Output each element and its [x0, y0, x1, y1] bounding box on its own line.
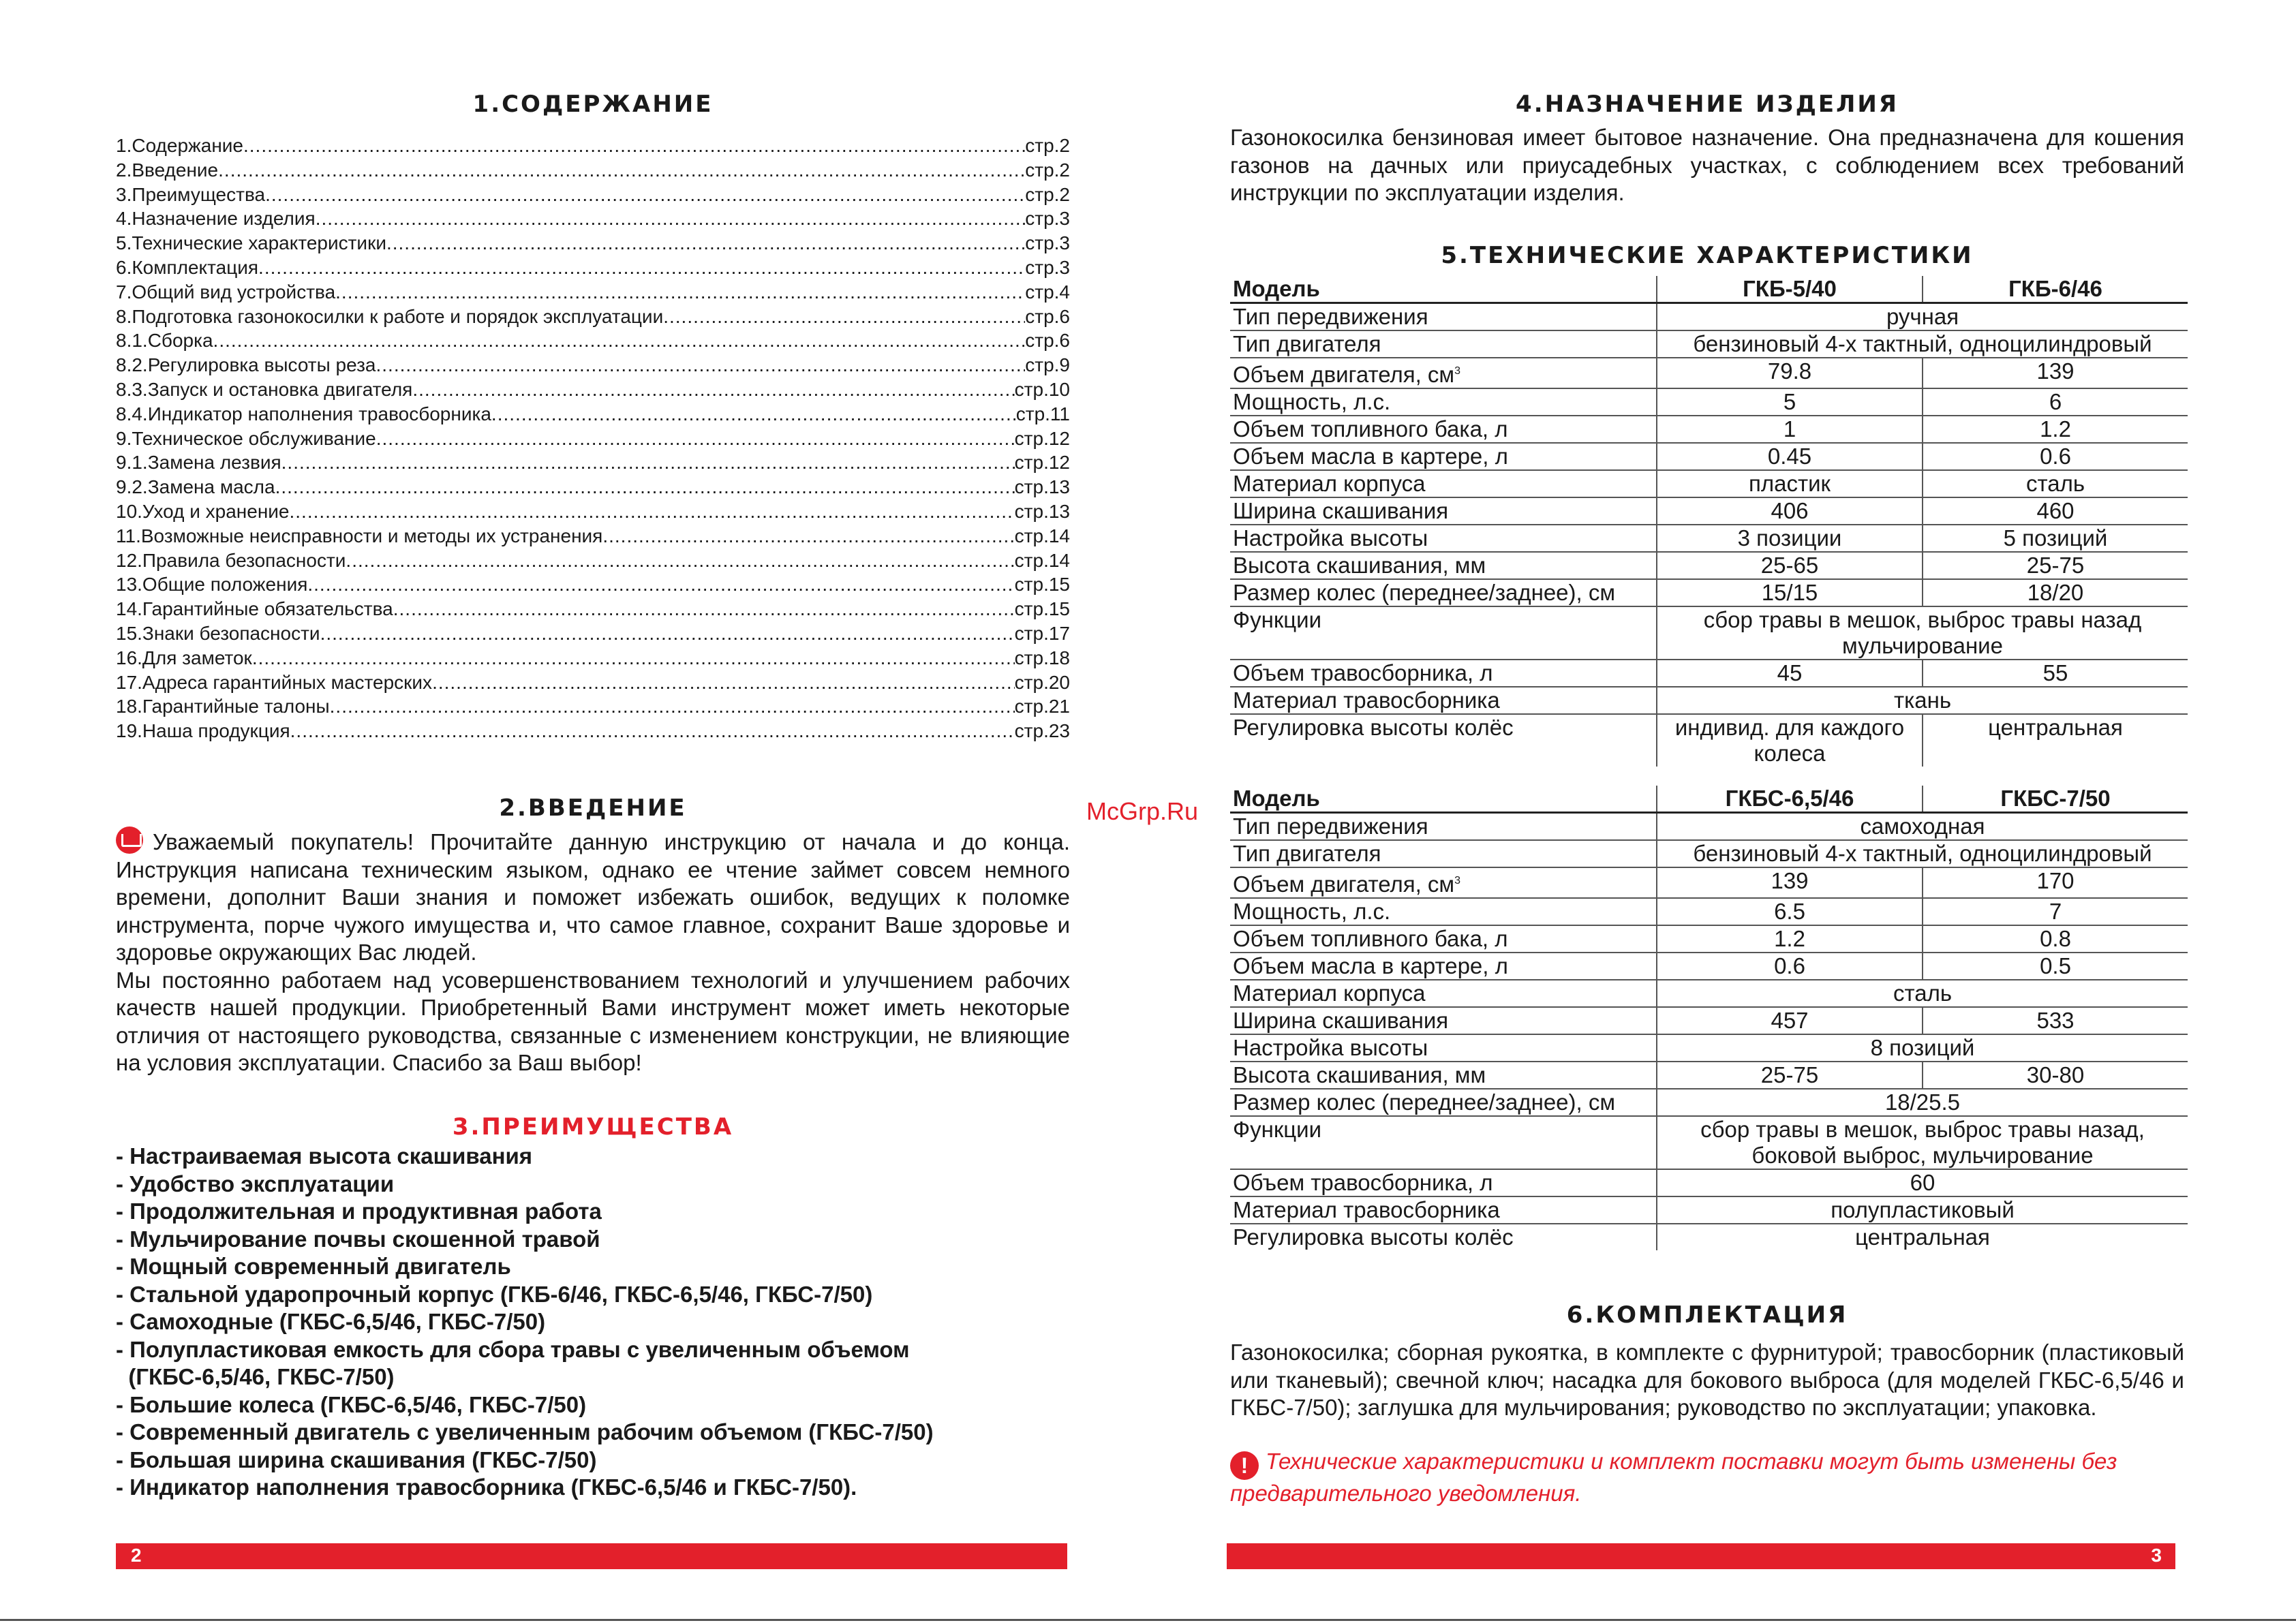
toc-leader-dots	[265, 183, 1025, 207]
param-name	[1230, 953, 1657, 980]
param-name-text: Ширина скашивания	[1233, 498, 1449, 523]
toc-item-page: стр.3	[1025, 208, 1070, 230]
param-name-text: Высота скашивания, мм	[1233, 1062, 1486, 1087]
toc-leader-dots	[218, 158, 1025, 183]
toc-item	[116, 548, 1070, 573]
toc-item-page: стр.21	[1014, 696, 1070, 717]
param-value: 0.6	[1657, 953, 1923, 980]
table-row	[1230, 898, 2188, 925]
toc-item	[116, 475, 1070, 499]
param-value: 25-65	[1657, 552, 1923, 579]
table-row	[1230, 470, 2188, 497]
toc-item	[116, 499, 1070, 524]
advantage-item: - Стальной ударопрочный корпус (ГКБ-6/46, ГКБС-6,5/46, ГКБС-7/50)	[116, 1281, 873, 1307]
param-name	[1230, 1062, 1657, 1089]
param-name-text: Регулировка высоты колёс	[1233, 715, 1514, 740]
toc-leader-dots	[602, 524, 1014, 548]
advantage-item: (ГКБС-6,5/46, ГКБС-7/50)	[116, 1364, 395, 1389]
page-number: 2	[131, 1545, 142, 1566]
footer-bar-left	[116, 1543, 1067, 1569]
param-value: 55	[1923, 660, 2188, 687]
toc-item-page: стр.13	[1014, 476, 1070, 498]
purpose-title: 4.НАЗНАЧЕНИЕ ИЗДЕЛИЯ	[1516, 91, 1899, 118]
toc-item-label: 15.Знаки безопасности	[116, 622, 320, 644]
table-row	[1230, 1169, 2188, 1196]
toc-leader-dots	[330, 694, 1015, 719]
table-header-row	[1230, 786, 2188, 813]
table-row	[1230, 416, 2188, 443]
toc-item-label: 8.Подготовка газонокосилки к работе и порядок эксплуатации	[116, 305, 664, 327]
param-name-text: Объем топливного бака, л	[1233, 416, 1508, 442]
header-model: ГКБ-5/40	[1657, 276, 1923, 303]
toc-item-page: стр.4	[1025, 281, 1070, 303]
param-name	[1230, 497, 1657, 525]
param-name	[1230, 606, 1657, 660]
table-row	[1230, 925, 2188, 953]
table-row	[1230, 303, 2188, 331]
param-name	[1230, 303, 1657, 331]
param-name	[1230, 980, 1657, 1007]
param-name	[1230, 388, 1657, 416]
toc-leader-dots	[376, 353, 1025, 377]
table-row	[1230, 980, 2188, 1007]
toc-item	[116, 524, 1070, 548]
table-row	[1230, 840, 2188, 867]
param-value: 1	[1657, 416, 1923, 443]
param-name-text: Объем травосборника, л	[1233, 1170, 1493, 1195]
toc-leader-dots	[393, 597, 1015, 621]
advantages-list	[116, 1143, 1070, 1502]
toc-leader-dots	[252, 646, 1015, 670]
param-name	[1230, 1169, 1657, 1196]
toc-leader-dots	[335, 280, 1025, 305]
toc-item-label: 11.Возможные неисправности и методы их устранения	[116, 525, 603, 546]
toc-leader-dots	[412, 377, 1014, 402]
table-row	[1230, 1007, 2188, 1034]
toc-item-page: стр.3	[1025, 256, 1070, 278]
param-name-text: Объем топливного бака, л	[1233, 926, 1508, 951]
param-value: 406	[1657, 497, 1923, 525]
table-header-row	[1230, 276, 2188, 303]
param-value: 0.6	[1923, 443, 2188, 470]
param-name-text: Функции	[1233, 1117, 1322, 1142]
book-icon	[116, 826, 143, 854]
superscript: 3	[1454, 365, 1461, 377]
param-value: 6	[1923, 388, 2188, 416]
param-value-shared: сбор травы в мешок, выброс травы назад, боковой выброс, мульчирование	[1657, 1116, 2188, 1169]
toc-item-label: 5.Технические характеристики	[116, 232, 386, 254]
advantage-item: - Продолжительная и продуктивная работа	[116, 1199, 602, 1224]
toc-item-label: 19.Наша продукция	[116, 720, 290, 742]
header-label: Модель	[1230, 276, 1657, 303]
param-name	[1230, 443, 1657, 470]
kit-text: Газонокосилка; сборная рукоятка, в комплекте с фурнитурой; травосборник (пластиковый или тканевый); свечной ключ; насадка для бокового выброса (для моделей ГКБС-6,5/46 и ГКБС-7/50); заглушка для мульчирования; руководство по эксплуатации; упаковка.	[1230, 1340, 2184, 1420]
param-name-text: Объем травосборника, л	[1233, 660, 1493, 685]
param-name-text: Мощность, л.с.	[1233, 389, 1391, 414]
toc-item	[116, 328, 1070, 353]
purpose-text: Газонокосилка бензиновая имеет бытовое назначение. Она предназначена для кошения газонов на дачных или приусадебных участках, с соблюдением всех требований инструкции по эксплуатации изделия.	[1230, 125, 2184, 205]
param-value-shared: бензиновый 4-х тактный, одноцилиндровый	[1657, 330, 2188, 358]
param-name	[1230, 1116, 1657, 1169]
toc-item-label: 8.1.Сборка	[116, 330, 213, 352]
toc-leader-dots	[320, 621, 1015, 646]
param-name	[1230, 840, 1657, 867]
param-value-shared: 18/25.5	[1657, 1089, 2188, 1116]
param-value-shared: центральная	[1657, 1224, 2188, 1250]
advantages-title: 3.ПРЕИМУЩЕСТВА	[452, 1113, 734, 1141]
table-row	[1230, 606, 2188, 660]
param-name	[1230, 898, 1657, 925]
param-name-text: Регулировка высоты колёс	[1233, 1224, 1514, 1250]
toc-leader-dots	[376, 427, 1015, 451]
toc-item-page: стр.23	[1014, 720, 1070, 742]
spec-title: 5.ТЕХНИЧЕСКИЕ ХАРАКТЕРИСТИКИ	[1441, 242, 1974, 269]
advantage-item: - Удобство эксплуатации	[116, 1171, 395, 1196]
toc-item	[116, 158, 1070, 183]
toc-item-label: 13.Общие положения	[116, 574, 308, 596]
param-name	[1230, 525, 1657, 552]
advantage-item: - Индикатор наполнения травосборника (ГКБС-6,5/46 и ГКБС-7/50).	[116, 1474, 857, 1500]
param-name-text: Тип двигателя	[1233, 841, 1381, 866]
toc-item-page: стр.2	[1025, 183, 1070, 205]
table-row	[1230, 330, 2188, 358]
toc-item-label: 3.Преимущества	[116, 183, 266, 205]
param-value: 25-75	[1923, 552, 2188, 579]
toc-item-label: 9.Техническое обслуживание	[116, 427, 376, 449]
toc-item-label: 12.Правила безопасности	[116, 549, 346, 571]
toc-item	[116, 646, 1070, 670]
param-value-shared: 8 позиций	[1657, 1034, 2188, 1062]
param-value: 15/15	[1657, 579, 1923, 606]
right-page	[1227, 0, 2188, 1623]
toc-item-label: 6.Комплектация	[116, 256, 259, 278]
param-value: 79.8	[1657, 358, 1923, 388]
table-row	[1230, 552, 2188, 579]
toc-item	[116, 256, 1070, 280]
param-name-text: Функции	[1233, 607, 1322, 632]
table-row	[1230, 1196, 2188, 1224]
toc-item	[116, 670, 1070, 695]
advantage-item: - Большие колеса (ГКБС-6,5/46, ГКБС-7/50)	[116, 1391, 587, 1417]
toc-leader-dots	[386, 231, 1025, 256]
toc-leader-dots	[290, 499, 1015, 524]
footer-bar-right	[1227, 1543, 2175, 1569]
param-name-text: Настройка высоты	[1233, 1035, 1428, 1060]
param-value: 170	[1923, 867, 2188, 898]
toc-item-label: 9.1.Замена лезвия	[116, 452, 281, 474]
table-row	[1230, 497, 2188, 525]
toc-item-label: 16.Для заметок	[116, 647, 252, 668]
param-name-text: Материал корпуса	[1233, 980, 1426, 1006]
toc-item-page: стр.15	[1014, 598, 1070, 620]
toc-item-page: стр.6	[1025, 330, 1070, 352]
toc-item	[116, 719, 1070, 743]
param-name-text: Настройка высоты	[1233, 525, 1428, 551]
spec-table-2	[1230, 786, 2188, 1250]
table-row	[1230, 714, 2188, 767]
toc-leader-dots	[258, 256, 1025, 280]
toc-leader-dots	[316, 206, 1026, 231]
watermark: McGrp.Ru	[1086, 797, 1199, 825]
param-name-text: Материал травосборника	[1233, 1197, 1500, 1222]
param-value: центральная	[1923, 714, 2188, 767]
spec-table-1	[1230, 276, 2188, 767]
toc-item	[116, 377, 1070, 402]
toc-item-page: стр.2	[1025, 159, 1070, 181]
toc-item	[116, 694, 1070, 719]
param-name	[1230, 358, 1657, 388]
toc-leader-dots	[213, 328, 1026, 353]
toc-leader-dots	[432, 670, 1015, 695]
table-row	[1230, 525, 2188, 552]
bottom-border	[0, 1619, 2296, 1621]
table-row	[1230, 1034, 2188, 1062]
intro-paragraph-2: Мы постоянно работаем над усовершенствованием технологий и улучшением рабочих качеств нашей продукции. Приобретенный Вами инструмент может иметь некоторые отличия от настоящего руководства, связанные с изменением конструкции, не влияющие на условия эксплуатации. Спасибо за Ваш выбор!	[116, 967, 1070, 1075]
advantage-item: - Большая ширина скашивания (ГКБС-7/50)	[116, 1447, 597, 1472]
param-name-text: Тип передвижения	[1233, 304, 1428, 329]
table-row	[1230, 443, 2188, 470]
param-value: 533	[1923, 1007, 2188, 1034]
param-value: 457	[1657, 1007, 1923, 1034]
toc-item-page: стр.3	[1025, 232, 1070, 254]
toc-item	[116, 206, 1070, 231]
param-value: индивид. для каждого колеса	[1657, 714, 1923, 767]
toc-item	[116, 183, 1070, 207]
param-name	[1230, 552, 1657, 579]
table-row	[1230, 813, 2188, 841]
param-value: пластик	[1657, 470, 1923, 497]
toc-item-page: стр.13	[1014, 500, 1070, 522]
toc-item-label: 2.Введение	[116, 159, 219, 181]
table-row	[1230, 579, 2188, 606]
toc-item-label: 8.4.Индикатор наполнения травосборника	[116, 403, 491, 424]
toc-item	[116, 450, 1070, 475]
advantage-item: - Мощный современный двигатель	[116, 1254, 511, 1279]
param-value-shared: сбор травы в мешок, выброс травы назад мульчирование	[1657, 606, 2188, 660]
toc-item-label: 4.Назначение изделия	[116, 208, 316, 230]
param-value: 25-75	[1657, 1062, 1923, 1089]
param-value: 0.45	[1657, 443, 1923, 470]
param-name	[1230, 1224, 1657, 1250]
header-label: Модель	[1230, 786, 1657, 813]
param-name-text: Высота скашивания, мм	[1233, 553, 1486, 578]
param-name-text: Объем двигателя, см	[1233, 871, 1455, 897]
advantage-item: - Современный двигатель с увеличенным рабочим объемом (ГКБС-7/50)	[116, 1419, 934, 1444]
param-value: сталь	[1923, 470, 2188, 497]
param-name	[1230, 1196, 1657, 1224]
param-name	[1230, 416, 1657, 443]
toc-item-page: стр.18	[1014, 647, 1070, 668]
change-note: ! Технические характеристики и комплект поставки могут быть изменены без предварительного уведомления.	[1230, 1449, 2117, 1506]
toc-leader-dots	[491, 402, 1016, 427]
toc-item-label: 17.Адреса гарантийных мастерских	[116, 671, 433, 693]
table-row	[1230, 358, 2188, 388]
param-name-text: Мощность, л.с.	[1233, 899, 1391, 924]
param-name	[1230, 330, 1657, 358]
toc-leader-dots	[663, 305, 1025, 329]
toc-item-page: стр.6	[1025, 305, 1070, 327]
param-value: 45	[1657, 660, 1923, 687]
param-name-text: Размер колес (переднее/заднее), см	[1233, 1089, 1616, 1115]
table-row	[1230, 867, 2188, 898]
toc-item-label: 1.Содержание	[116, 135, 243, 156]
param-value: 460	[1923, 497, 2188, 525]
param-name	[1230, 470, 1657, 497]
param-value: 30-80	[1923, 1062, 2188, 1089]
param-name-text: Объем двигателя, см	[1233, 362, 1455, 387]
advantage-item: - Мульчирование почвы скошенной травой	[116, 1226, 600, 1252]
toc-item-page: стр.14	[1014, 549, 1070, 571]
toc-item	[116, 402, 1070, 427]
kit-title: 6.КОМПЛЕКТАЦИЯ	[1566, 1301, 1848, 1329]
param-name	[1230, 1007, 1657, 1034]
toc-item-page: стр.12	[1014, 427, 1070, 449]
param-name	[1230, 687, 1657, 714]
toc-leader-dots	[281, 450, 1015, 475]
param-value-shared: самоходная	[1657, 813, 2188, 841]
toc-item	[116, 572, 1070, 597]
table-row	[1230, 1089, 2188, 1116]
toc-item-page: стр.20	[1014, 671, 1070, 693]
param-value: 1.2	[1657, 925, 1923, 953]
param-name-text: Ширина скашивания	[1233, 1008, 1449, 1033]
toc-item-label: 8.3.Запуск и остановка двигателя	[116, 378, 413, 400]
toc-title: 1.СОДЕРЖАНИЕ	[472, 91, 714, 118]
advantage-item: - Самоходные (ГКБС-6,5/46, ГКБС-7/50)	[116, 1309, 546, 1334]
param-name-text: Размер колес (переднее/заднее), см	[1233, 580, 1616, 605]
toc-item-page: стр.10	[1014, 378, 1070, 400]
param-value: 139	[1657, 867, 1923, 898]
param-value-shared: бензиновый 4-х тактный, одноцилиндровый	[1657, 840, 2188, 867]
param-name-text: Объем масла в картере, л	[1233, 444, 1508, 469]
param-value: 7	[1923, 898, 2188, 925]
param-name	[1230, 660, 1657, 687]
toc-leader-dots	[307, 572, 1014, 597]
toc-leader-dots	[243, 134, 1025, 158]
param-name-text: Материал корпуса	[1233, 471, 1426, 496]
toc-item	[116, 134, 1070, 158]
toc-item	[116, 305, 1070, 329]
intro-paragraph-1: Уважаемый покупатель! Прочитайте данную инструкцию от начала и до конца. Инструкция написана техническим языком, однако ее чтение займет совсем немного времени, дополнит Ваши знания и поможет избежать ошибок, ведущих к поломке инструмента, порче чужого имущества и, что самое главное, сохранит Ваше здоровье и здоровье окружающих Вас людей.	[116, 826, 1070, 967]
param-name	[1230, 1034, 1657, 1062]
table-row	[1230, 660, 2188, 687]
param-name	[1230, 579, 1657, 606]
toc-leader-dots	[346, 548, 1014, 573]
param-value: 1.2	[1923, 416, 2188, 443]
toc-item-label: 8.2.Регулировка высоты реза	[116, 354, 376, 376]
left-page	[116, 0, 1070, 1623]
table-row	[1230, 953, 2188, 980]
advantage-item: - Настраиваемая высота скашивания	[116, 1143, 533, 1169]
param-name-text: Тип двигателя	[1233, 331, 1381, 356]
table-row	[1230, 1116, 2188, 1169]
toc-item	[116, 597, 1070, 621]
param-value-shared: 60	[1657, 1169, 2188, 1196]
toc-item-page: стр.11	[1015, 403, 1070, 424]
toc-item-page: стр.15	[1014, 574, 1070, 596]
toc-item-label: 10.Уход и хранение	[116, 500, 290, 522]
param-value: 18/20	[1923, 579, 2188, 606]
param-value-shared: полупластиковый	[1657, 1196, 2188, 1224]
param-value: 0.5	[1923, 953, 2188, 980]
param-name-text: Тип передвижения	[1233, 814, 1428, 839]
toc-item-page: стр.2	[1025, 135, 1070, 156]
param-value: 139	[1923, 358, 2188, 388]
header-model: ГКБС-7/50	[1923, 786, 2188, 813]
toc-item-page: стр.9	[1025, 354, 1070, 376]
toc-item-label: 9.2.Замена масла	[116, 476, 275, 498]
param-name-text: Объем масла в картере, л	[1233, 953, 1508, 978]
toc-item-page: стр.14	[1014, 525, 1070, 546]
header-model: ГКБ-6/46	[1923, 276, 2188, 303]
toc-item-label: 14.Гарантийные обязательства	[116, 598, 393, 620]
table-row	[1230, 388, 2188, 416]
advantage-item: - Полупластиковая емкость для сбора травы с увеличенным объемом	[116, 1336, 910, 1362]
toc-item	[116, 427, 1070, 451]
toc-item-page: стр.12	[1014, 452, 1070, 474]
intro-section	[116, 826, 1070, 1077]
table-row	[1230, 1224, 2188, 1250]
toc-leader-dots	[290, 719, 1015, 743]
header-model: ГКБС-6,5/46	[1657, 786, 1923, 813]
toc-item	[116, 280, 1070, 305]
intro-title: 2.ВВЕДЕНИЕ	[499, 794, 687, 822]
table-row	[1230, 1062, 2188, 1089]
toc-item	[116, 353, 1070, 377]
param-name	[1230, 925, 1657, 953]
toc-item-label: 7.Общий вид устройства	[116, 281, 336, 303]
toc-item-label: 18.Гарантийные талоны	[116, 696, 330, 717]
param-name	[1230, 714, 1657, 767]
toc-leader-dots	[275, 475, 1015, 499]
param-value-shared: сталь	[1657, 980, 2188, 1007]
param-value: 0.8	[1923, 925, 2188, 953]
param-value: 5	[1657, 388, 1923, 416]
table-of-contents	[116, 134, 1070, 743]
param-value-shared: ручная	[1657, 303, 2188, 331]
toc-item-page: стр.17	[1014, 622, 1070, 644]
param-name	[1230, 867, 1657, 898]
param-name-text: Материал травосборника	[1233, 687, 1500, 713]
superscript: 3	[1454, 875, 1461, 886]
exclamation-icon: !	[1230, 1451, 1259, 1480]
toc-item	[116, 231, 1070, 256]
param-name	[1230, 813, 1657, 841]
param-value: 5 позиций	[1923, 525, 2188, 552]
param-value: 6.5	[1657, 898, 1923, 925]
param-value: 3 позиции	[1657, 525, 1923, 552]
param-value-shared: ткань	[1657, 687, 2188, 714]
page-number: 3	[2151, 1545, 2162, 1566]
param-name	[1230, 1089, 1657, 1116]
table-row	[1230, 687, 2188, 714]
toc-item	[116, 621, 1070, 646]
